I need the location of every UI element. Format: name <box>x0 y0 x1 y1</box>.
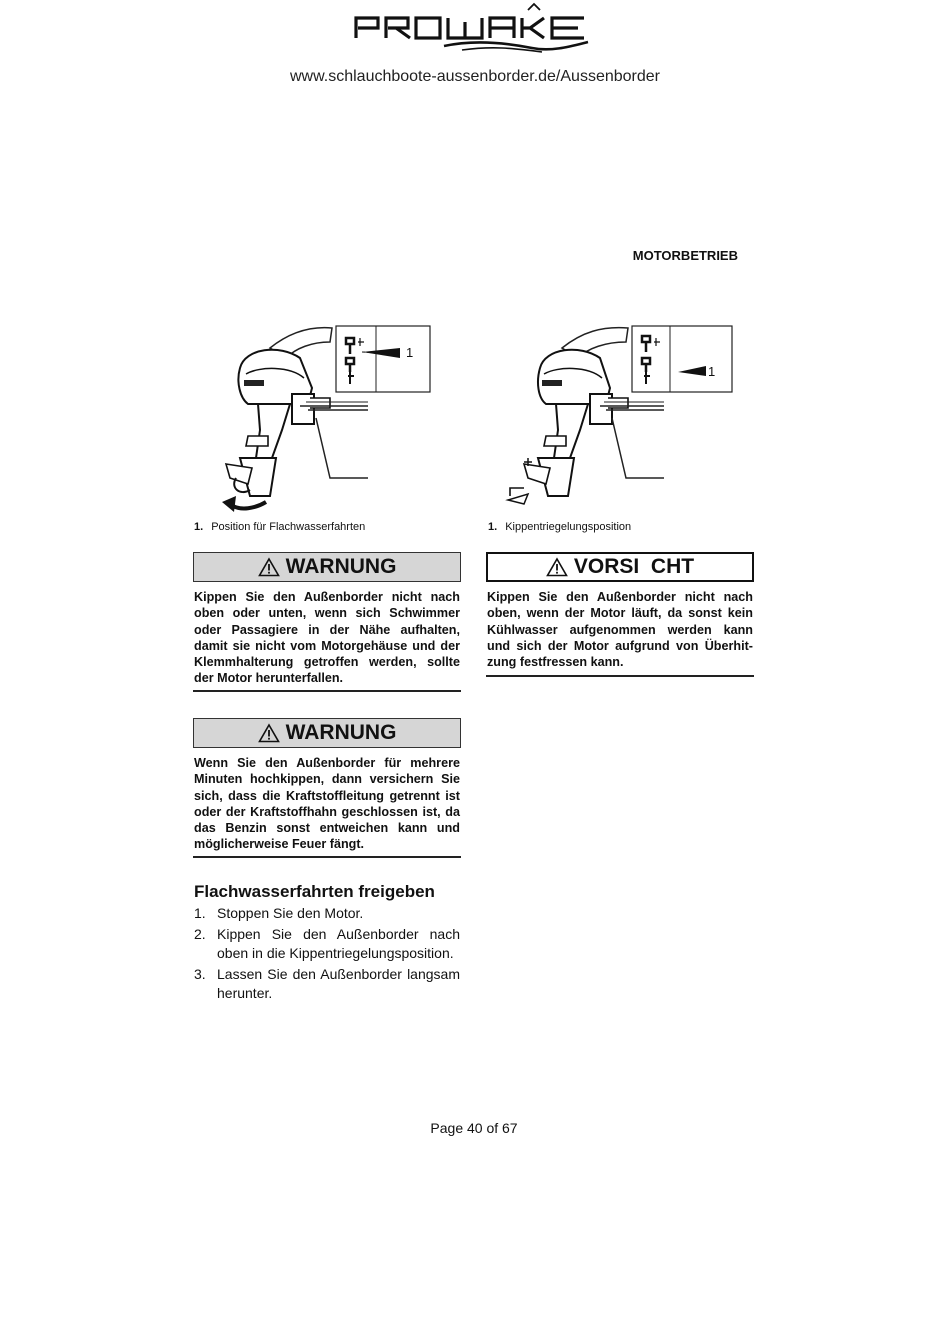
list-item: 1. Stoppen Sie den Motor. <box>194 905 364 921</box>
divider <box>193 690 461 692</box>
procedure-heading: Flachwasserfahrten freigeben <box>194 882 435 901</box>
warning-text: Wenn Sie den Außenborder für mehrere Minuten hochkippen, dann versichern Sie sich, dass die Kraftstoffleitung getrennt ist oder der Kraftstoffhahn geschlossen ist, da das Benzin sonst entweichen kann und möglicherweise Feuer fängt. <box>194 756 460 852</box>
figure-callout: 1 <box>406 345 414 360</box>
divider <box>486 675 754 677</box>
figure-callout: 1 <box>708 364 716 379</box>
prowake-logo <box>352 2 592 54</box>
page-number: Page 40 of 67 <box>430 1120 518 1136</box>
caution-title: VORSI CHT <box>573 555 695 578</box>
logo-text: PROWAKE <box>352 2 358 3</box>
warning-triangle-icon <box>258 723 280 743</box>
procedure-steps <box>194 904 460 1005</box>
warning-title-box <box>193 718 461 748</box>
figure-shallow-water-position <box>200 318 440 518</box>
list-item: 2. Kippen Sie den Außenborder nach oben in die Kippentriegelungsposition. <box>194 925 460 961</box>
warning-title: WARNUNG <box>285 555 397 578</box>
caution-text: Kippen Sie den Außenborder nicht nach oben, wenn der Motor läuft, da sonst kein Kühlwasser aufgenommen werden kann und sich der Motor aufgrund von Überhit-zung festfressen kann. <box>487 590 753 670</box>
warning-triangle-icon <box>546 557 568 577</box>
figure-tilt-lock-position <box>488 318 738 518</box>
figure-caption: 1. Kippentriegelungsposition <box>488 521 632 533</box>
warning-title: WARNUNG <box>285 721 397 744</box>
divider <box>193 856 461 858</box>
section-title: MOTORBETRIEB <box>632 248 738 263</box>
list-item: 3. Lassen Sie den Außenborder langsam herunter. <box>194 965 460 1001</box>
site-url[interactable]: www.schlauchboote-aussenborder.de/Aussenborder <box>289 68 660 85</box>
warning-triangle-icon <box>258 557 280 577</box>
figure-caption: 1. Position für Flachwasserfahrten <box>194 521 366 533</box>
caution-title-box <box>486 552 754 582</box>
warning-title-box <box>193 552 461 582</box>
warning-text: Kippen Sie den Außenborder nicht nach oben oder unten, wenn sich Schwimmer oder Passagiere in der Nähe aufhalten, damit sie nicht vom Motorgehäuse und der Klemmhalterung getroffen werden, sollte der Motor herunterfallen. <box>194 590 460 686</box>
